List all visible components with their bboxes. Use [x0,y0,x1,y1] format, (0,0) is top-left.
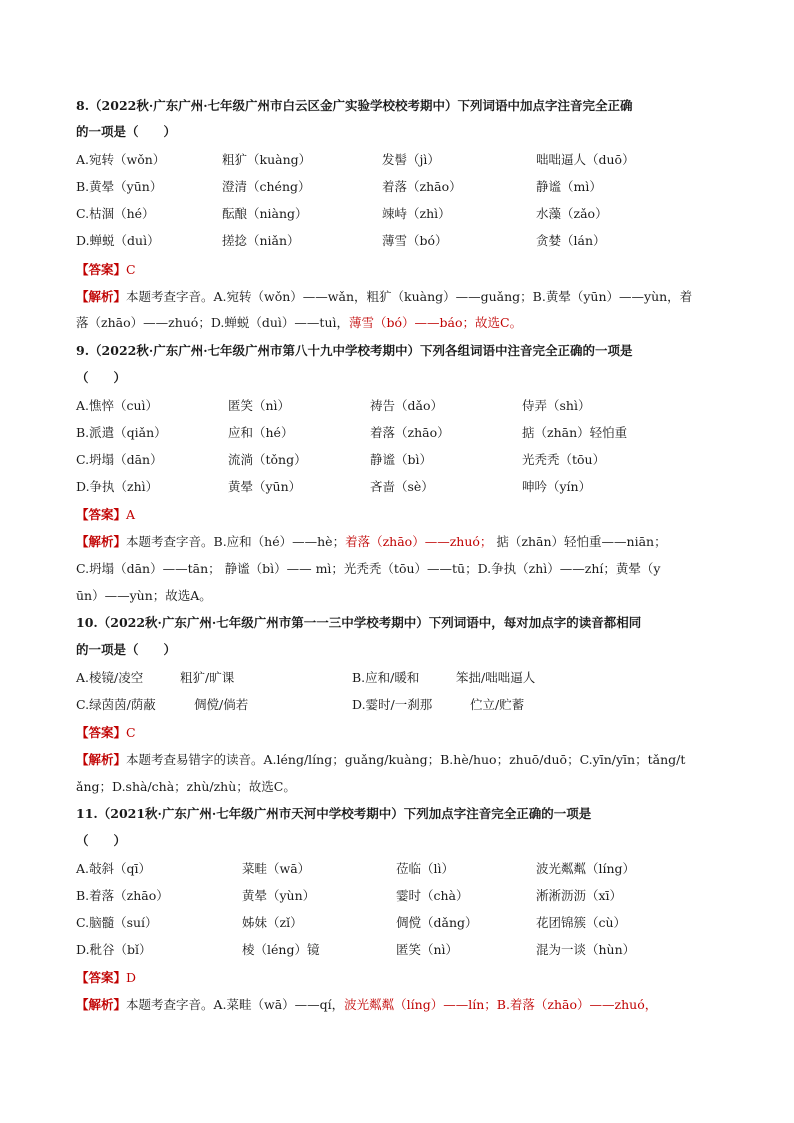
q9-title-line2: （ ） [76,370,127,385]
q9-title-line1: 9.（2022秋·广东广州·七年级广州市第八十九中学校考期中）下列各组词语中注音完全正确的一项是 [76,343,633,358]
q9-option-b-2: 应和（hé） [228,425,294,440]
q9-answer-value: A [126,507,136,522]
q10-option-a-1: A.棱镜/凌空 [76,670,144,685]
q9-option-a-4: 侍弄（shì） [522,398,591,413]
q9-option-d-4: 呻吟（yín） [522,479,592,494]
q8-explanation-text2: 落（zhāo）——zhuó；D.蝉蜕（duì）——tuì， [76,315,349,330]
q8-option-c-4: 水藻（zǎo） [536,206,608,221]
q9-option-c-3: 静谧（bì） [370,452,432,467]
q11-answer [76,970,136,986]
q11-option-b-3: 霎时（chà） [396,888,469,903]
q10-option-b-2: 笨拙/咄咄逼人 [456,670,536,685]
q10-title-line2: 的一项是（ ） [76,642,177,657]
q11-option-c-2: 姊妹（zǐ） [242,915,303,930]
q9-explanation-line1 [76,534,667,550]
q10-explanation-text1: 本题考查易错字的读音。A.léng/líng；guǎng/kuàng；B.hè/huo；zhuō/duō；C.yīn/yīn；tǎng/t [126,752,686,767]
q11-explanation-tag: 【解析】 [76,997,127,1012]
q9-option-d-3: 吝啬（sè） [370,479,434,494]
q8-option-c-2: 酝酿（niàng） [222,206,308,221]
q8-option-c-3: 竦峙（zhì） [382,206,451,221]
q11-option-a-2: 菜畦（wā） [242,861,311,876]
q9-explanation-text2: 着落（zhāo）——zhuó； [345,534,493,549]
q9-option-d-1: D.争执（zhì） [76,479,159,494]
q8-option-a-4: 咄咄逼人（duō） [536,152,635,167]
q10-title-line1: 10.（2022秋·广东广州·七年级广州市第一一三中学校考期中）下列词语中，每对加点字的读音都相同 [76,615,642,630]
q9-option-c-4: 光秃秃（tōu） [522,452,606,467]
q11-option-a-3: 莅临（lì） [396,861,454,876]
q10-option-a-2: 粗犷/旷课 [180,670,235,685]
q9-explanation-tag: 【解析】 [76,534,127,549]
q11-title-line1: 11.（2021秋·广东广州·七年级广州市天河中学校考期中）下列加点字注音完全正确的一项是 [76,806,592,821]
q9-option-b-1: B.派遣（qiǎn） [76,425,167,440]
q8-option-d-4: 贪婪（lán） [536,233,606,248]
q11-explanation-text1: 本题考查字音。A.菜畦（wā）——qí， [126,997,345,1012]
q10-option-c-2: 倜傥/倘若 [194,697,249,712]
q11-explanation-line1 [76,997,657,1013]
q11-explanation-text2: 波光粼粼（líng）——lín；B.着落（zhāo）——zhuó， [344,997,658,1012]
q9-answer-tag: 【答案】 [76,507,127,522]
q11-option-d-3: 匿笑（nì） [396,942,459,957]
q8-explanation-line1 [76,289,692,305]
q8-explanation-text1: 本题考查字音。A.宛转（wǒn）——wǎn，粗犷（kuàng）——guǎng；B.黄晕（yūn）——yùn，着 [126,289,693,304]
q10-explanation-tag: 【解析】 [76,752,127,767]
q9-option-a-2: 匿笑（nì） [228,398,291,413]
q8-title-line2: 的一项是（ ） [76,124,177,139]
q8-option-c-1: C.枯涸（hé） [76,206,155,221]
q9-option-d-2: 黄晕（yūn） [228,479,302,494]
q8-option-b-2: 澄清（chéng） [222,179,311,194]
q9-explanation-text3: 掂（zhān）轻怕重——niān； [496,534,667,549]
q10-option-d-2: 伫立/贮蓄 [470,697,525,712]
q11-option-b-2: 黄晕（yùn） [242,888,316,903]
q8-option-a-1: A.宛转（wǒn） [76,152,166,167]
q8-explanation-line2 [76,315,522,331]
q8-answer [76,262,136,278]
q11-option-d-4: 混为一谈（hùn） [536,942,636,957]
q8-explanation-tag: 【解析】 [76,289,127,304]
q11-option-c-1: C.脑髓（suí） [76,915,158,930]
q8-option-d-2: 搓捻（niǎn） [222,233,300,248]
q11-title-line2: （ ） [76,833,127,848]
q11-answer-tag: 【答案】 [76,970,127,985]
q10-option-b-1: B.应和/暖和 [352,670,420,685]
q8-explanation-text3: 薄雪（bó）——báo；故选C。 [349,315,523,330]
q8-answer-tag: 【答案】 [76,262,127,277]
q9-option-a-3: 祷告（dǎo） [370,398,443,413]
q8-answer-value: C [126,262,136,277]
q9-option-a-1: A.憔悴（cuì） [76,398,159,413]
q9-explanation-text1: 本题考查字音。B.应和（hé）——hè； [126,534,346,549]
q9-answer [76,507,135,523]
q10-answer-tag: 【答案】 [76,725,127,740]
q11-option-c-4: 花团锦簇（cù） [536,915,627,930]
q8-option-d-1: D.蝉蜕（duì） [76,233,160,248]
q11-option-c-3: 倜傥（dǎng） [396,915,478,930]
q8-option-b-1: B.黄晕（yūn） [76,179,163,194]
q10-option-d-1: D.霎时/一刹那 [352,697,433,712]
q8-option-b-3: 着落（zhāo） [382,179,462,194]
q8-option-a-3: 发髻（jì） [382,152,440,167]
q10-answer [76,725,136,741]
q11-option-a-4: 波光粼粼（líng） [536,861,636,876]
q11-option-d-2: 棱（léng）镜 [242,942,320,957]
q8-option-a-2: 粗犷（kuàng） [222,152,312,167]
q8-title-line1: 8.（2022秋·广东广州·七年级广州市白云区金广实验学校校考期中）下列词语中加点字注音完全正确 [76,98,633,113]
q10-explanation-line1 [76,752,685,768]
q9-option-b-4: 掂（zhān）轻怕重 [522,425,628,440]
q9-option-c-2: 流淌（tǒng） [228,452,307,467]
q8-option-d-3: 薄雪（bó） [382,233,448,248]
q10-option-c-1: C.绿茵茵/荫蔽 [76,697,156,712]
q8-option-b-4: 静谧（mì） [536,179,602,194]
q9-explanation-line2: C.坍塌（dān）——tān； 静谧（bì）—— mì；光秃秃（tōu）——tū；D.争执（zhì）——zhí；黄晕（y [76,561,661,576]
q11-option-b-4: 淅淅沥沥（xī） [536,888,623,903]
q9-option-b-3: 着落（zhāo） [370,425,450,440]
q10-answer-value: C [126,725,136,740]
q11-option-d-1: D.秕谷（bǐ） [76,942,152,957]
q11-answer-value: D [126,970,137,985]
q10-explanation-line2: ǎng；D.shà/chà；zhù/zhù；故选C。 [76,779,296,794]
q9-option-c-1: C.坍塌（dān） [76,452,163,467]
q11-option-b-1: B.着落（zhāo） [76,888,169,903]
q9-explanation-line3: ūn）——yùn；故选A。 [76,588,212,603]
q11-option-a-1: A.敧斜（qī） [76,861,152,876]
